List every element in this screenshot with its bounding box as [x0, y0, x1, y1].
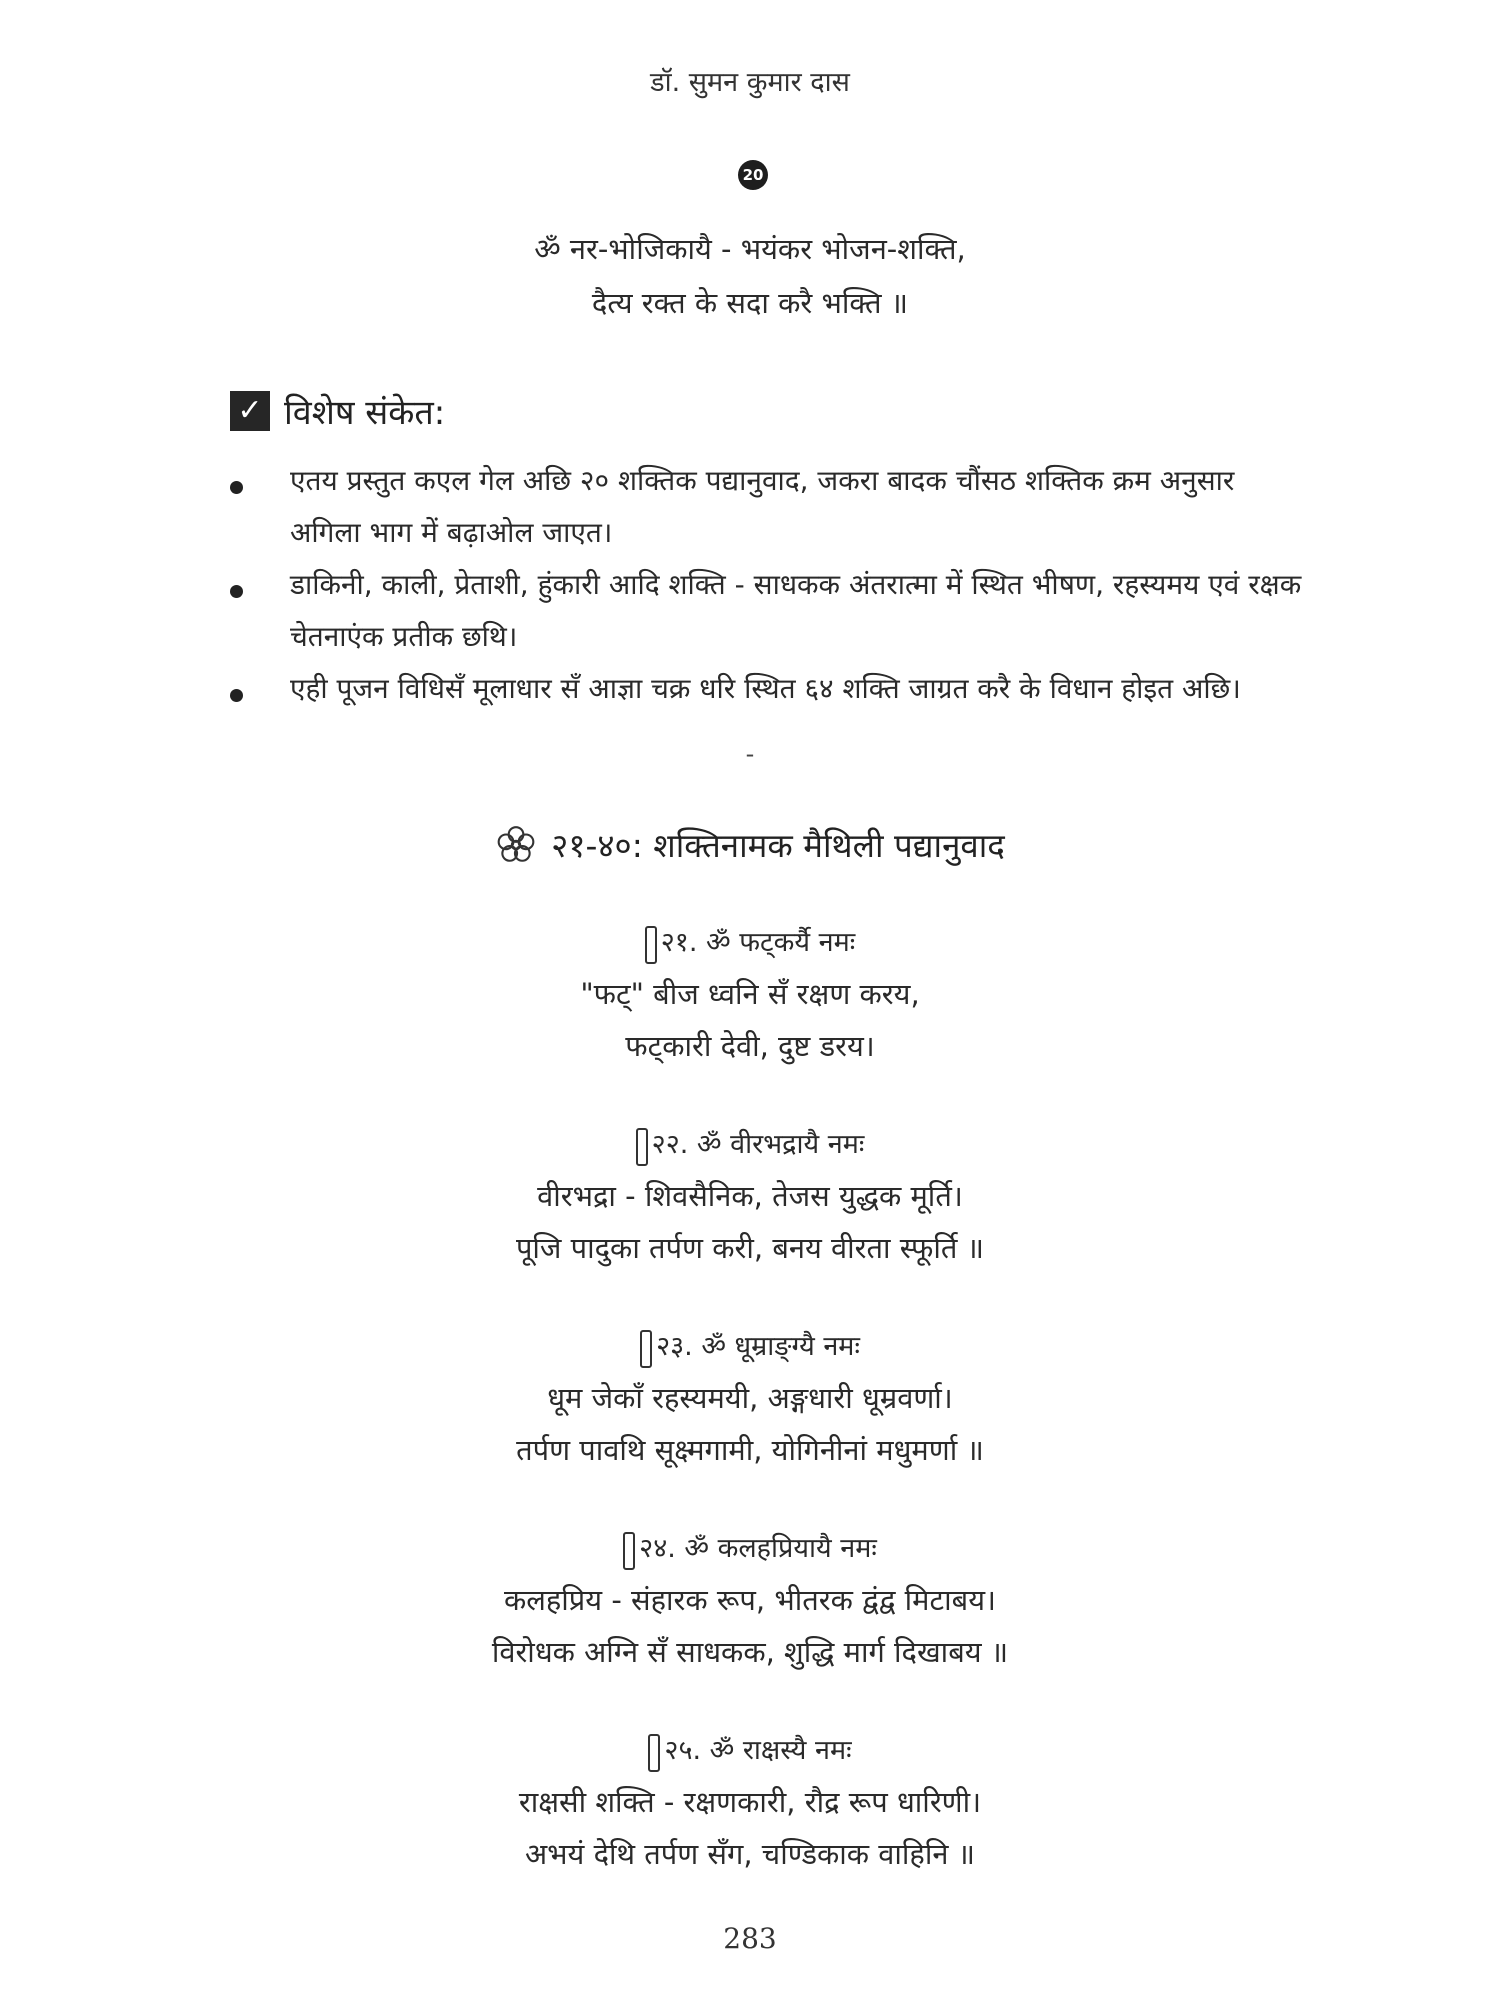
- verse-number-badge: 20: [738, 160, 768, 190]
- verse-heading-text: २३. ॐ धूम्राङ्ग्यै नमः: [656, 1331, 860, 1362]
- verse-block: [0, 1524, 1500, 1678]
- verse-line: फट्कारी देवी, दुष्ट डरय।: [625, 1029, 875, 1063]
- list-item: डाकिनी, काली, प्रेताशी, हुंकारी आदि शक्ति - साधकक अंतरात्मा में स्थित भीषण, रहस्यमय एवं रक्षक चेतनाएंक प्रतीक छथि।: [220, 559, 1310, 663]
- verse-line: "फट्" बीज ध्वनि सँ रक्षण करय,: [580, 977, 920, 1011]
- verse-line: दैत्य रक्त के सदा करै भक्ति ॥: [591, 286, 909, 320]
- verse-line: अभयं देथि तर्पण सँग, चण्डिकाक वाहिनि ॥: [524, 1837, 976, 1871]
- verse-block: [0, 1322, 1500, 1476]
- verse-heading-text: २५. ॐ राक्षस्यै नमः: [664, 1735, 852, 1766]
- special-note-list: [220, 455, 1310, 715]
- verse-line: तर्पण पावथि सूक्ष्मगामी, योगिनीनां मधुमर्णा ॥: [516, 1433, 984, 1467]
- verse-block: [0, 1120, 1500, 1274]
- verse-heading-text: २२. ॐ वीरभद्रायै नमः: [651, 1129, 865, 1160]
- verse-line: धूम जेकाँ रहस्यमयी, अङ्गधारी धूम्रवर्णा।: [547, 1381, 953, 1415]
- section-title: २१-४०: शक्तिनामक मैथिली पद्यानुवाद: [551, 826, 1005, 865]
- bookmark-icon: [645, 926, 657, 964]
- list-item: एही पूजन विधिसँ मूलाधार सँ आज्ञा चक्र धरि स्थित ६४ शक्ति जाग्रत करै के विधान होइत अछि।: [220, 663, 1310, 715]
- verse-heading-text: २४. ॐ कलहप्रियायै नमः: [639, 1533, 877, 1564]
- verse-line: राक्षसी शक्ति - रक्षणकारी, रौद्र रूप धारिणी।: [518, 1785, 982, 1819]
- special-note-heading: [230, 388, 445, 434]
- verse-heading: [645, 918, 855, 968]
- verse-line: कलहप्रिय - संहारक रूप, भीतरक द्वंद्व मिटाबय।: [503, 1583, 997, 1617]
- verse-heading: [623, 1524, 877, 1574]
- verse-line: पूजि पादुका तर्पण करी, बनय वीरता स्फूर्ति ॥: [515, 1231, 985, 1265]
- checkbox-checked-icon: ✓: [230, 391, 270, 431]
- verse-line: विरोधक अग्नि सँ साधकक, शुद्धि मार्ग दिखाबय ॥: [491, 1635, 1009, 1669]
- bookmark-icon: [623, 1532, 635, 1570]
- verse-heading: [648, 1726, 851, 1776]
- verse-list: [0, 918, 1500, 1928]
- bookmark-icon: [636, 1128, 648, 1166]
- verse-block: [0, 918, 1500, 1072]
- section-heading: [0, 822, 1500, 867]
- separator-dash: -: [745, 740, 755, 768]
- bookmark-icon: [648, 1734, 660, 1772]
- verse-heading: [640, 1322, 860, 1372]
- verse-line: वीरभद्रा - शिवसैनिक, तेजस युद्धक मूर्ति।: [537, 1179, 963, 1213]
- verse-20-block: [0, 222, 1500, 330]
- flower-icon: [495, 824, 537, 866]
- list-item: एतय प्रस्तुत कएल गेल अछि २० शक्तिक पद्यानुवाद, जकरा बादक चौंसठ शक्तिक क्रम अनुसार अगिला भाग में बढ़ाओल जाएत।: [220, 455, 1310, 559]
- special-note-title: विशेष संकेत:: [284, 393, 446, 433]
- running-header-author: डॉ. सुमन कुमार दास: [650, 67, 850, 98]
- verse-heading: [636, 1120, 865, 1170]
- bookmark-icon: [640, 1330, 652, 1368]
- verse-heading-text: २१. ॐ फट्कर्यै नमः: [660, 927, 856, 958]
- page-number: 283: [723, 1922, 777, 1955]
- verse-block: [0, 1726, 1500, 1880]
- verse-line: ॐ नर-भोजिकायै - भयंकर भोजन-शक्ति,: [534, 232, 966, 266]
